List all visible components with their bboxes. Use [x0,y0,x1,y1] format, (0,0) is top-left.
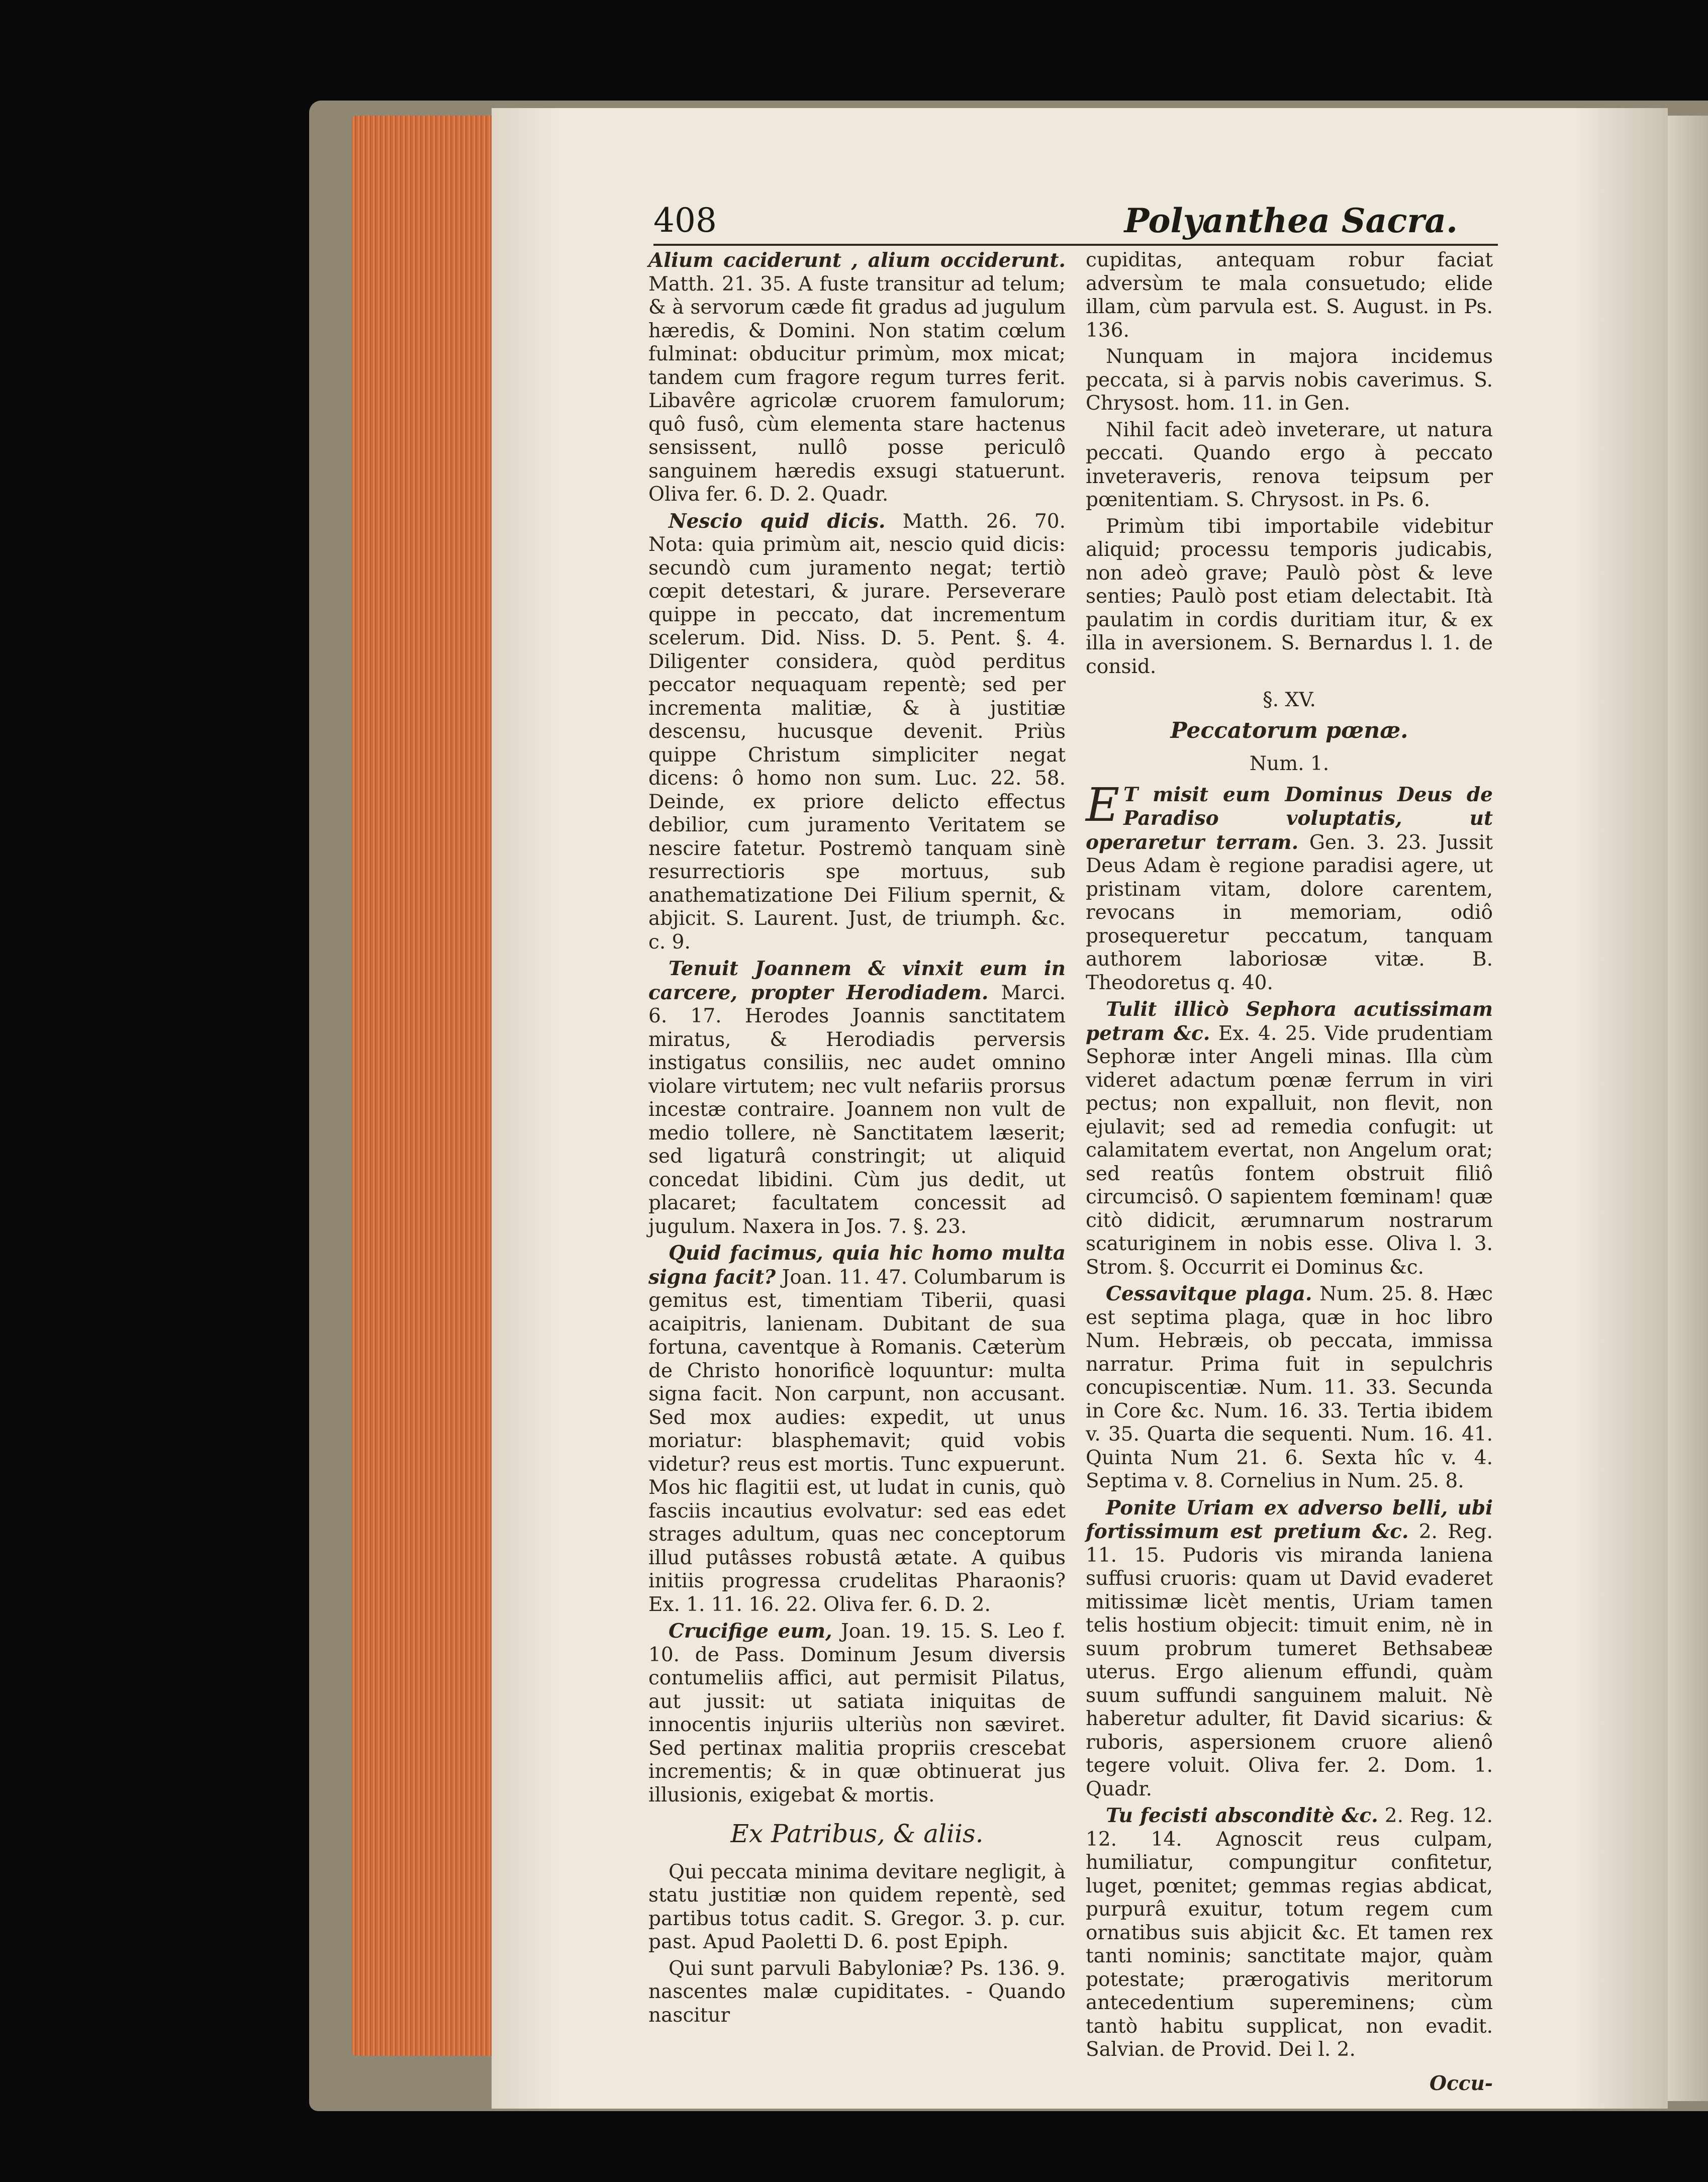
paragraph-text: Ex. 4. 25. Vide prudentiam Sephoræ inter Angeli minas. Illa cùm videret adactum pœnæ ferrum in viri pectus; non expalluit, non flevit, non ejulavit; sed ad remedia confugit: ut calamitatem evertat, non Angelum orat; sed reatûs fontem obstruit filiô circumcisô. O sapientem fœminam! quæ citò didicit, ærumnarum nostrarum scaturiginem in nobis esse. Oliva l. 3. Strom. §. Occurrit ei Dominus &c. [1086,1022,1493,1279]
paragraph-text: Gen. 3. 23. Jussit Deus Adam è regione paradisi agere, ut pristinam vitam, dolore carentem, revocans in memoriam, odiô prosequeretur peccatum, tanquam authorem laboriosæ vitæ. B. Theodoretus q. 40. [1086,831,1493,994]
section-number: §. XV. [1263,689,1316,711]
num-label: Num. 1. [1249,752,1330,775]
section-title: Peccatorum pœnæ. [1170,717,1408,743]
lemma: Ponite Uriam ex adverso belli, ubi fortissimum est pretium &c. [1086,1496,1493,1543]
lemma: Tu fecisti absconditè &c. [1106,1804,1378,1827]
paragraph: Primùm tibi importabile videbitur aliquid; processu temporis judicabis, non adeò grave; Paulò pòst & leve senties; Paulò post etiam delectabit. Ità paulatim in cordis duritiam itur, & ex illa in aversionem. S. Bernardus l. 1. de consid. [1086,515,1493,678]
lemma: Quid facimus, quia hic homo multa signa facit? [648,1242,1066,1289]
paragraph-text: Marci. 6. 17. Herodes Joannis sanctitatem miratus, & Herodiadis perversis instigatus consiliis, nec audet omnino violare virtutem; nec vult nefariis prorsus incestæ contraire. Joannem non vult de medio tollere, nè Sanctitatem læserit; sed ligaturâ constringit; ut aliquid concedat libidini. Cùm jus dedit, ut placaret; facultatem concessit ad jugulum. Naxera in Jos. 7. §. 23. [648,981,1066,1238]
paragraph [648,1242,1066,1617]
paragraph-text: Num. 25. 8. Hæc est septima plaga, quæ in hoc libro Num. Hebræis, ob peccata, immissa narratur. Prima fuit in sepulchris concupiscentiæ. Num. 11. 33. Secunda in Core &c. Num. 16. 33. Tertia ibidem v. 35. Quarta die sequenti. Num. 16. 41. Quinta Num 21. 6. Sexta hîc v. 4. Septima v. 8. Cornelius in Num. 25. 8. [1086,1283,1493,1492]
paragraph [648,1620,1066,1807]
paragraph [648,957,1066,1239]
paragraph [1086,998,1493,1279]
lemma: Crucifige eum, [669,1620,832,1643]
catchword: Occu- [1429,2071,1493,2095]
paragraph: Nihil facit adeò inveterare, ut natura peccati. Quando ergo à peccato inveteraveris, renova teipsum per pœnitentiam. S. Chrysost. in Ps. 6. [1086,418,1493,511]
paragraph [1086,1496,1493,1801]
lemma: Tulit illicò Sephora acutissimam petram &c. [1086,998,1493,1045]
paragraph [648,510,1066,955]
paragraph [1086,1282,1493,1493]
paragraph-text: Joan. 19. 15. S. Leo f. 10. de Pass. Dominum Jesum diversis contumeliis affici, aut permisit Pilatus, aut jussit: ut satiata iniquitas de innocentis injuriis ulteriùs non sæviret. Sed pertinax malitia propriis crescebat incrementis; & in quæ obtinuerat jus illusionis, exigebat & mortis. [648,1620,1066,1807]
paragraph: Qui sunt parvuli Babyloniæ? Ps. 136. 9. nascentes malæ cupiditates. - Quando nascitur [648,1957,1066,2027]
paragraph-text: Joan. 11. 47. Columbarum is gemitus est, timentiam Tiberii, quasi acaipitris, lanienam. Dubitant de sua fortuna, caventque à Romanis. Cæterùm de Christo honorificè loquuntur: multa signa facit. Non carpunt, non accusant. Sed mox audies: expedit, ut unus moriatur: blasphemavit; quid vobis videtur? reus est mortis. Tunc expuerunt. Mos hic flagitii est, ut ludat in cunis, quò fasciis incautius evolvatur: sed eas edet strages adultum, quas nec conceptorum illud putâsses robustâ ætate. A quibus initiis progressa crudelitas Pharaonis? Ex. 1. 11. 16. 22. Oliva fer. 6. D. 2. [648,1266,1066,1616]
left-column [648,249,1066,2030]
lemma: T misit eum Dominus Deus de Paradiso voluptatis, ut operaretur terram. [1086,783,1493,854]
paragraph: Nunquam in majora incidemus peccata, si à parvis nobis caverimus. S. Chrysost. hom. 11. in Gen. [1086,345,1493,415]
paragraph-text: 2. Reg. 12. 12. 14. Agnoscit reus culpam, humiliatur, compungitur confitetur, luget, pœnitet; gemmas regias abdicat, purpurâ exuitur, totum regem cum ornatibus suis abjicit &c. Et tamen rex tanti nominis; sanctitate major, quàm potestate; prærogativis meritorum antecedentium supereminens; cùm tantò habitu supplicat, non evadit. Salvian. de Provid. Dei l. 2. [1086,1805,1493,2061]
lemma: Tenuit Joannem & vinxit eum in carcere, propter Herodiadem. [648,957,1066,1004]
paragraph: cupiditas, antequam robur faciat adversùm te mala consuetudo; elide illam, cùm parvula est. S. August. in Ps. 136. [1086,249,1493,342]
section-heading: Ex Patribus, & aliis. [730,1819,984,1848]
paragraph: Qui peccata minima devitare negligit, à statu justitiæ non quidem repentè, sed partibus totus cadit. S. Gregor. 3. p. cur. past. Apud Paoletti D. 6. post Epiph. [648,1860,1066,1953]
lemma: Nescio quid dicis. [669,509,886,533]
drop-cap: E [1086,778,1120,832]
page-edges [352,116,495,2056]
gutter [1668,116,1708,2101]
paragraph-text: Matth. 26. 70. Nota: quia primùm ait, nescio quid dicis: secundò cum juramento negat; tertiò cœpit detestari, & jurare. Perseverare quippe in peccato, dat incrementum scelerum. Did. Niss. D. 5. Pent. §. 4. Diligenter considera, quòd perditus peccator nequaquam repentè; sed per incrementa malitiæ, & à justitiæ descensu, hucusque devenit. Priùs quippe Christum simpliciter negat dicens: ô homo non sum. Luc. 22. 58. Deinde, ex priore delicto effectus debilior, cum juramento Veritatem se nescire fatetur. Postremò tanquam sinè resurrectioris spe mortuus, sub anathematizatione Dei Filium spernit, & abjicit. S. Laurent. Just, de triumph. &c. c. 9. [648,510,1066,954]
opening-paragraph [1086,778,1493,995]
paragraph-text: Matth. 21. 35. A fuste transitur ad telum; & à servorum cæde fit gradus ad jugulum hæredis, & Domini. Non statim cœlum fulminat: obducitur primùm, mox micat; tandem cum fragore regum turres ferit. Libavêre agricolæ cruorem famulorum; quô fusô, cùm elementa stare hactenus sensissent, nullô posse periculô sanguinem hæredis exsugi statuerunt. Oliva fer. 6. D. 2. Quadr. [648,272,1066,506]
paragraph [1086,1804,1493,2062]
paragraph-text: 2. Reg. 11. 15. Pudoris vis miranda laniena suffusi cruoris: quam ut David evaderet mitissimæ licèt mentis, Uriam tamen telis hostium objecit: timuit enim, nè in suum probrum tumeret Bethsabeæ uterus. Ergo alienum effundi, quàm suum suffundi sanguinem maluit. Nè haberetur adulter, fit David sicarius: & ruboris, aspersionem cruore alienô tegere voluit. Oliva fer. 2. Dom. 1. Quadr. [1086,1521,1493,1800]
right-column [1086,249,1493,2095]
lemma: Alium caciderunt , alium occiderunt. [648,249,1066,272]
page-number: 408 [653,201,717,240]
paragraph [648,249,1066,507]
lemma: Cessavitque plaga. [1106,1282,1312,1305]
running-title: Polyanthea Sacra. [1124,201,1458,240]
header-rule [653,244,1498,246]
page-header [653,201,1488,241]
